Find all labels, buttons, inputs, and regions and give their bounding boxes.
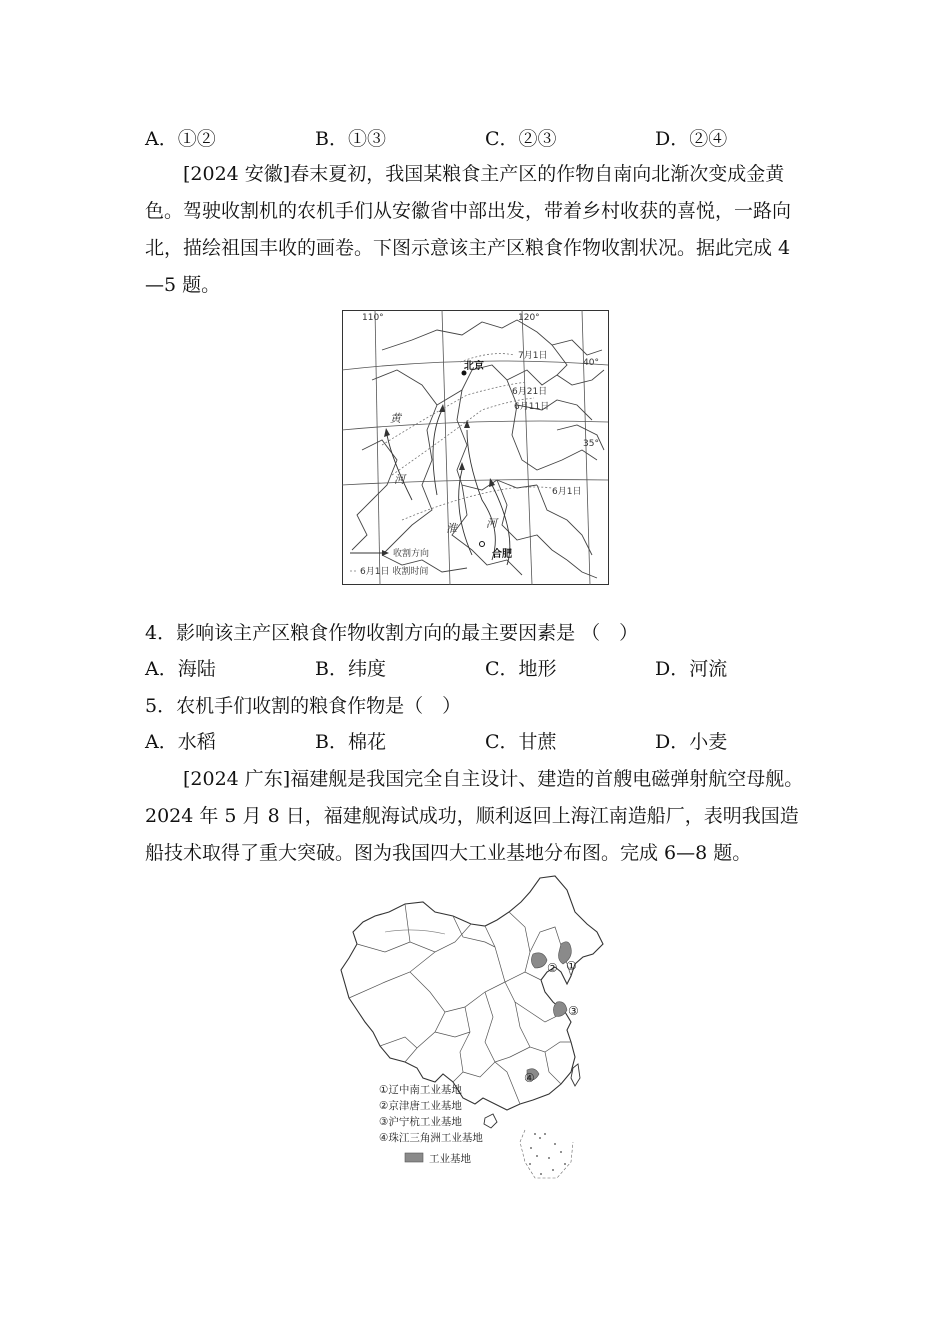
legend-base-3: ③沪宁杭工业基地 xyxy=(379,1116,462,1128)
hefei-dot xyxy=(480,542,485,547)
q3-option-b: B．①③ xyxy=(315,128,386,150)
passage-anhui: [2024 安徽]春末夏初，我国某粮食主产区的作物自南向北渐次变成金黄色。驾驶收割机的农机手们从安徽省中部出发，带着乡村收获的喜悦，一路向北，描绘祖国丰收的画卷。下图示意该主产区粮食作物收割状况。据此完成 4—5 题。 xyxy=(145,163,792,296)
isochrone-jun21: 6月21日 xyxy=(512,387,548,397)
city-beijing-label: 北京 xyxy=(464,361,484,372)
marker-1: ① xyxy=(566,959,577,973)
lon-label-120: 120° xyxy=(518,313,540,323)
q4-option-d: D．河流 xyxy=(655,658,728,680)
q5-stem: 5．农机手们收割的粮食作物是（ ） xyxy=(145,695,462,717)
q4-stem: 4．影响该主产区粮食作物收割方向的最主要因素是 （ ） xyxy=(145,622,639,644)
q5-option-a: A．水稻 xyxy=(145,731,216,753)
hainan-island xyxy=(484,1114,497,1128)
legend-harvest-direction: 收割方向 xyxy=(393,549,430,559)
legend-base-1: ①辽中南工业基地 xyxy=(379,1084,462,1096)
q3-option-c: C．②③ xyxy=(485,128,557,150)
lat-label-35: 35° xyxy=(583,439,599,449)
legend-swatch xyxy=(405,1153,423,1162)
q3-option-d: D．②④ xyxy=(655,128,728,150)
legend-base-2: ②京津唐工业基地 xyxy=(379,1100,462,1112)
q5-option-b: B．棉花 xyxy=(315,731,386,753)
q5-option-c: C．甘蔗 xyxy=(485,731,557,753)
isochrone-jun11: 6月11日 xyxy=(514,402,550,412)
city-hefei-label: 合肥 xyxy=(492,549,512,560)
isochrone-jul1: 7月1日 xyxy=(518,351,548,361)
river-char-he2: 河 xyxy=(486,517,497,530)
marker-3: ③ xyxy=(568,1004,579,1018)
lat-label-40: 40° xyxy=(583,358,599,368)
q4-option-c: C．地形 xyxy=(485,658,557,680)
legend-swatch-label: 工业基地 xyxy=(429,1153,471,1165)
legend-harvest-time: 6月1日 收割时间 xyxy=(360,567,429,577)
river-char-huai: 淮 xyxy=(446,522,457,535)
south-sea-islands xyxy=(529,1133,566,1175)
lon-label-110: 110° xyxy=(362,313,384,323)
q4-option-a: A．海陆 xyxy=(145,658,216,680)
marker-4: ④ xyxy=(524,1071,535,1085)
river-char-he1: 河 xyxy=(394,473,405,486)
isochrone-jun1: 6月1日 xyxy=(552,487,582,497)
q5-option-d: D．小麦 xyxy=(655,731,728,753)
river-char-huang: 黄 xyxy=(390,412,401,425)
passage-guangdong: [2024 广东]福建舰是我国完全自主设计、建造的首艘电磁弹射航空母舰。2024 年 5 月 8 日，福建舰海试成功，顺利返回上海江南造船厂，表明我国造船技术取得了重大突破。图为我国四大工业基地分布图。完成 6—8 题。 xyxy=(145,768,804,864)
q4-option-b: B．纬度 xyxy=(315,658,386,680)
industrial-base-map xyxy=(335,872,610,1184)
harvest-map xyxy=(342,310,609,585)
q3-option-a: A．①② xyxy=(145,128,216,150)
marker-2: ② xyxy=(547,961,558,975)
legend-base-4: ④珠江三角洲工业基地 xyxy=(379,1132,483,1144)
